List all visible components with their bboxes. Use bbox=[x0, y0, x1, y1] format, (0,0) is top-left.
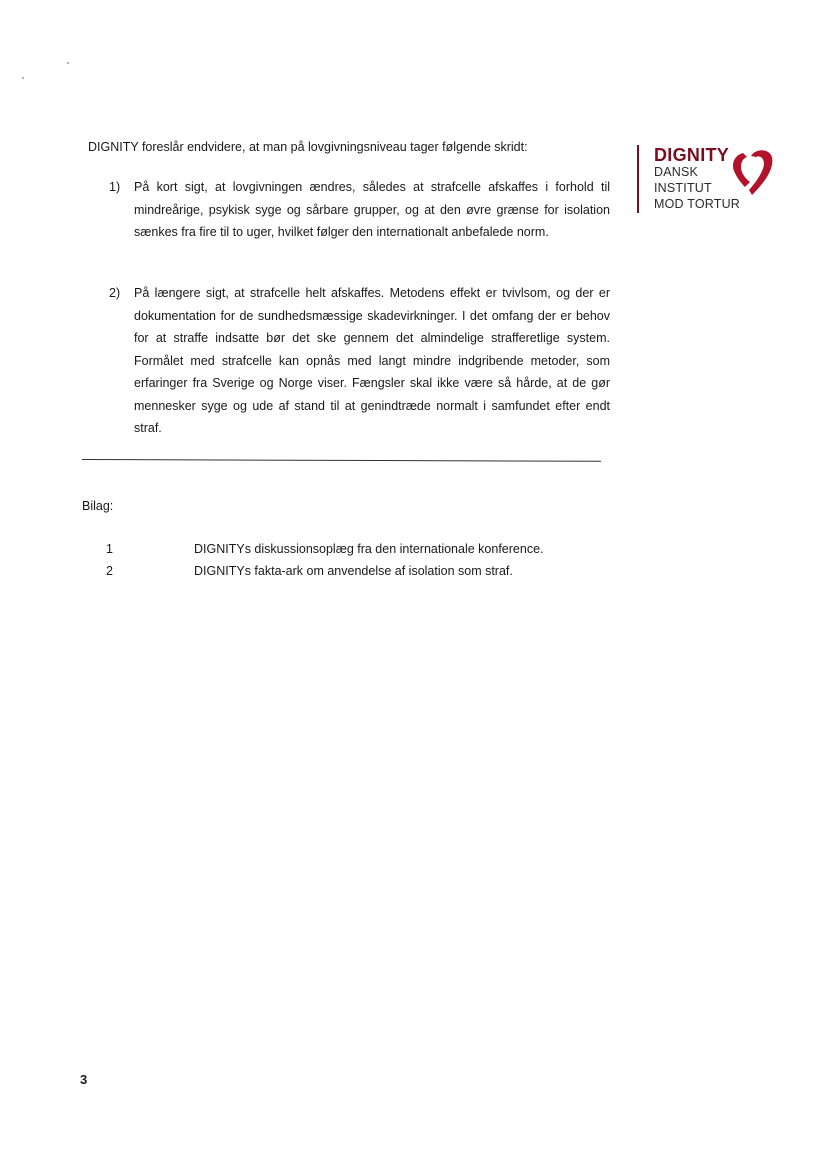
attachment-number: 2 bbox=[106, 564, 113, 578]
list-item-number: 2) bbox=[109, 286, 121, 300]
attachment-row bbox=[82, 560, 602, 582]
logo-name: DIGNITY bbox=[654, 145, 730, 165]
list-item-text: På kort sigt, at lovgivningen ændres, således at strafcelle afskaffes i forhold til mindreårige, psykisk syge og sårbare grupper, og at den øvre grænse for isolation sænkes fra fire til to uger, hvilket følger den internationalt anbefalede norm. bbox=[134, 180, 610, 239]
attachments-title: Bilag: bbox=[82, 499, 114, 513]
dignity-logo bbox=[637, 143, 797, 215]
scan-speck bbox=[67, 62, 69, 64]
attachment-text: DIGNITYs fakta-ark om anvendelse af isolation som straf. bbox=[194, 564, 513, 578]
list-item-text: På længere sigt, at strafcelle helt afskaffes. Metodens effekt er tvivlsom, og der er dokumentation for de sundhedsmæssige skadevirkninger. I det omfang der er behov for at straffe indsatte bør det ske gennem det almindelige strafferetlige system. Formålet med strafcelle kan opnås med langt mindre indgribende metoder, som erfaringer fra Sverige og Norge viser. Fængsler skal ikke være så hårde, at de gør mennesker syge og ude af stand til at genindtræde normalt i samfundet efter endt straf. bbox=[134, 286, 610, 435]
logo-divider bbox=[637, 145, 639, 213]
logo-line-3: MOD TORTUR bbox=[654, 197, 741, 211]
list-item bbox=[100, 282, 610, 442]
page-number: 3 bbox=[80, 1072, 88, 1087]
attachment-number: 1 bbox=[106, 542, 113, 556]
section-divider bbox=[82, 459, 601, 462]
intro-paragraph: DIGNITY foreslår endvidere, at man på lovgivningsniveau tager følgende skridt: bbox=[88, 140, 528, 154]
list-item-number: 1) bbox=[109, 180, 121, 194]
scan-speck bbox=[22, 77, 24, 79]
heart-icon bbox=[729, 145, 779, 197]
attachment-row bbox=[82, 538, 602, 560]
logo-line-2: INSTITUT bbox=[654, 181, 712, 195]
logo-line-1: DANSK bbox=[654, 165, 699, 179]
attachment-text: DIGNITYs diskussionsoplæg fra den internationale konference. bbox=[194, 542, 544, 556]
list-item bbox=[100, 176, 610, 268]
